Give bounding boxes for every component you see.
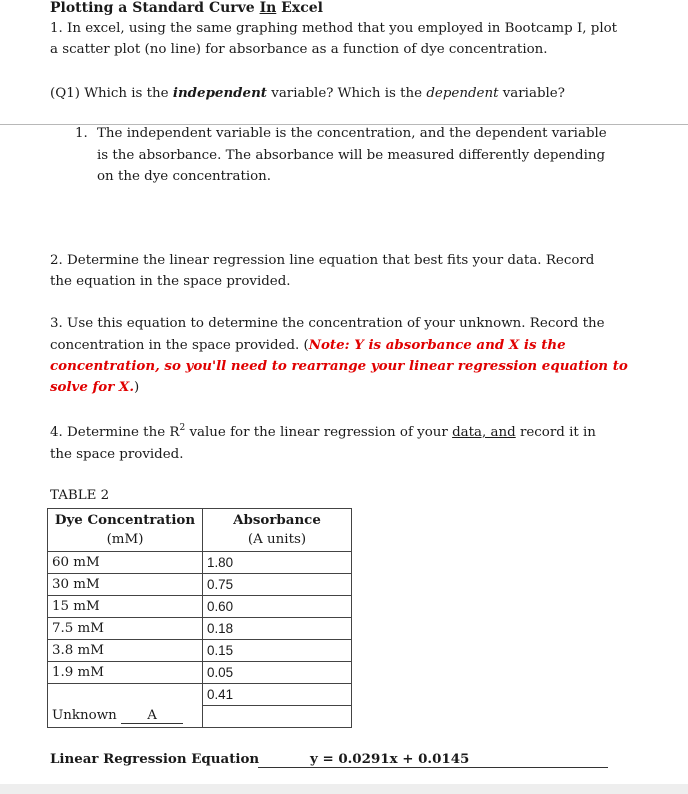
table-caption: TABLE 2: [50, 488, 110, 503]
cell-absorbance: 0.15: [203, 640, 352, 662]
cell-absorbance: 1.80: [203, 552, 352, 574]
cell-unknown-absorbance: 0.41: [203, 684, 352, 706]
answer-1-line-2: is the absorbance. The absorbance will be measured differently depending: [97, 148, 606, 163]
cell-concentration: 30 mM: [48, 574, 203, 596]
question-1: (Q1) Which is the independent variable? Which is the dependent variable?: [50, 85, 565, 101]
table-row-unknown: [48, 706, 352, 728]
answer-1-line-3: on the dye concentration.: [97, 169, 272, 184]
page-title: Plotting a Standard Curve In Excel: [50, 0, 323, 16]
instruction-2-line-2: the equation in the space provided.: [50, 274, 291, 289]
superscript-2: 2: [179, 423, 186, 433]
regression-label: Linear Regression Equation: [50, 751, 260, 767]
table-row: [48, 552, 352, 574]
page-bottom-bar: [0, 784, 688, 794]
table-row: [48, 640, 352, 662]
instruction-2-line-1: 2. Determine the linear regression line equation that best fits your data. Record: [50, 253, 595, 268]
section-divider: [0, 124, 688, 125]
cell-concentration: 15 mM: [48, 596, 203, 618]
answer-1-line-1: The independent variable is the concentration, and the dependent variable: [97, 126, 607, 141]
cell-empty: [203, 706, 352, 728]
cell-empty: [48, 684, 203, 706]
cell-absorbance: 0.75: [203, 574, 352, 596]
data-table: [47, 508, 352, 728]
instruction-3-line-1: 3. Use this equation to determine the concentration of your unknown. Record the: [50, 316, 605, 331]
instruction-1-line-2: a scatter plot (no line) for absorbance as a function of dye concentration.: [50, 42, 548, 57]
answer-number: 1.: [75, 126, 88, 141]
instruction-4-line-2: the space provided.: [50, 447, 184, 462]
instruction-3-line-2: concentration in the space provided. (Note: Y is absorbance and X is the: [50, 337, 566, 353]
cell-concentration: 3.8 mM: [48, 640, 203, 662]
table-row: [48, 574, 352, 596]
cell-absorbance: 0.18: [203, 618, 352, 640]
table-header-row: [48, 509, 352, 552]
instruction-1-line-1: 1. In excel, using the same graphing method that you employed in Bootcamp I, plot: [50, 21, 618, 36]
cell-concentration: 1.9 mM: [48, 662, 203, 684]
cell-absorbance: 0.05: [203, 662, 352, 684]
cell-concentration: 7.5 mM: [48, 618, 203, 640]
table-row: [48, 662, 352, 684]
regression-value: y = 0.0291x + 0.0145: [258, 751, 608, 768]
cell-unknown: Unknown A: [48, 706, 203, 728]
cell-concentration: 60 mM: [48, 552, 203, 574]
table-row: [48, 596, 352, 618]
instruction-3-line-4: solve for X.): [50, 379, 140, 395]
col-header-concentration: Dye Concentration (mM): [48, 509, 203, 552]
table-row-unknown-abs: [48, 684, 352, 706]
cell-absorbance: 0.60: [203, 596, 352, 618]
instruction-4-line-1: 4. Determine the $R^2$ value for the linear regression of your data, and record it in: [50, 423, 596, 440]
table-row: [48, 618, 352, 640]
instruction-3-note-line-3: concentration, so you'll need to rearrange your linear regression equation to: [50, 358, 628, 374]
unknown-value: A: [121, 708, 183, 724]
col-header-absorbance: Absorbance (A units): [203, 509, 352, 552]
